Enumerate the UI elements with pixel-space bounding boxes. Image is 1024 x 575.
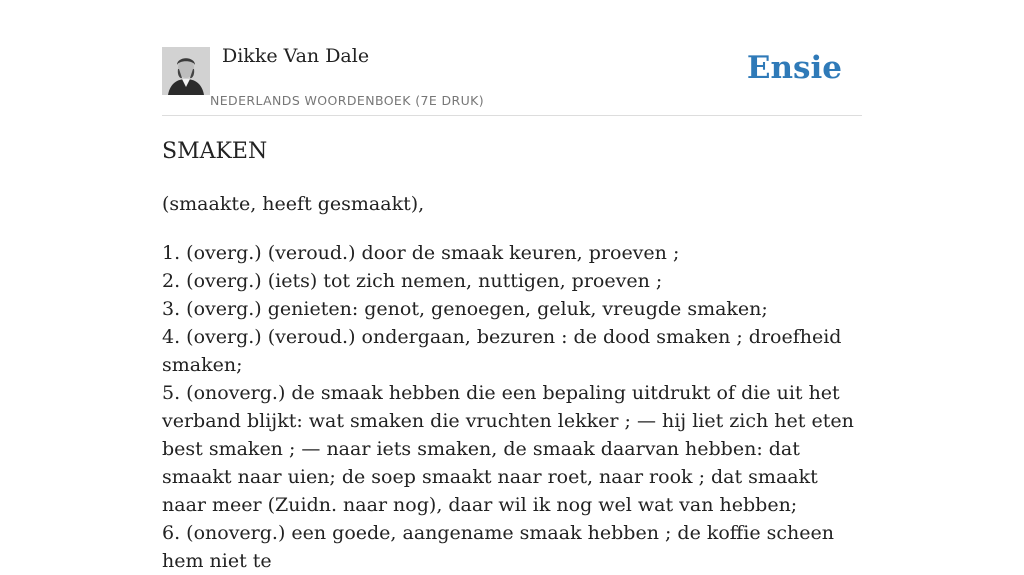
author-name[interactable]: Dikke Van Dale xyxy=(222,45,370,67)
page xyxy=(162,0,862,572)
entry-senses xyxy=(162,239,862,575)
author-portrait-icon xyxy=(162,47,210,95)
sense-item: 4. (overg.) (veroud.) ondergaan, bezuren : de dood smaken ; droefheid smaken; xyxy=(162,326,842,376)
avatar[interactable] xyxy=(162,47,210,95)
dictionary-subtitle[interactable]: NEDERLANDS WOORDENBOEK (7E DRUK) xyxy=(210,93,485,108)
sense-item: 2. (overg.) (iets) tot zich nemen, nuttigen, proeven ; xyxy=(162,270,663,292)
sense-item: 6. (onoverg.) een goede, aangename smaak hebben ; de koffie scheen hem niet te xyxy=(162,522,835,572)
sense-item: 1. (overg.) (veroud.) door de smaak keuren, proeven ; xyxy=(162,242,680,264)
entry-headword: SMAKEN xyxy=(162,139,268,164)
sense-item: 5. (onoverg.) de smaak hebben die een bepaling uitdrukt of die uit het verband blijkt: wat smaken die vruchten lekker ; — hij liet zich het eten best smaken ; — naar iets smaken, de smaak daarvan hebben: dat smaakt naar uien; de soep smaakt naar roet, naar rook ; dat smaakt naar meer (Zuidn. naar nog), daar wil ik nog wel wat van hebben; xyxy=(162,382,854,516)
header xyxy=(162,0,862,116)
entry-forms: (smaakte, heeft gesmaakt), xyxy=(162,193,425,215)
sense-item: 3. (overg.) genieten: genot, genoegen, geluk, vreugde smaken; xyxy=(162,298,768,320)
brand-logo[interactable]: Ensie xyxy=(746,50,842,86)
